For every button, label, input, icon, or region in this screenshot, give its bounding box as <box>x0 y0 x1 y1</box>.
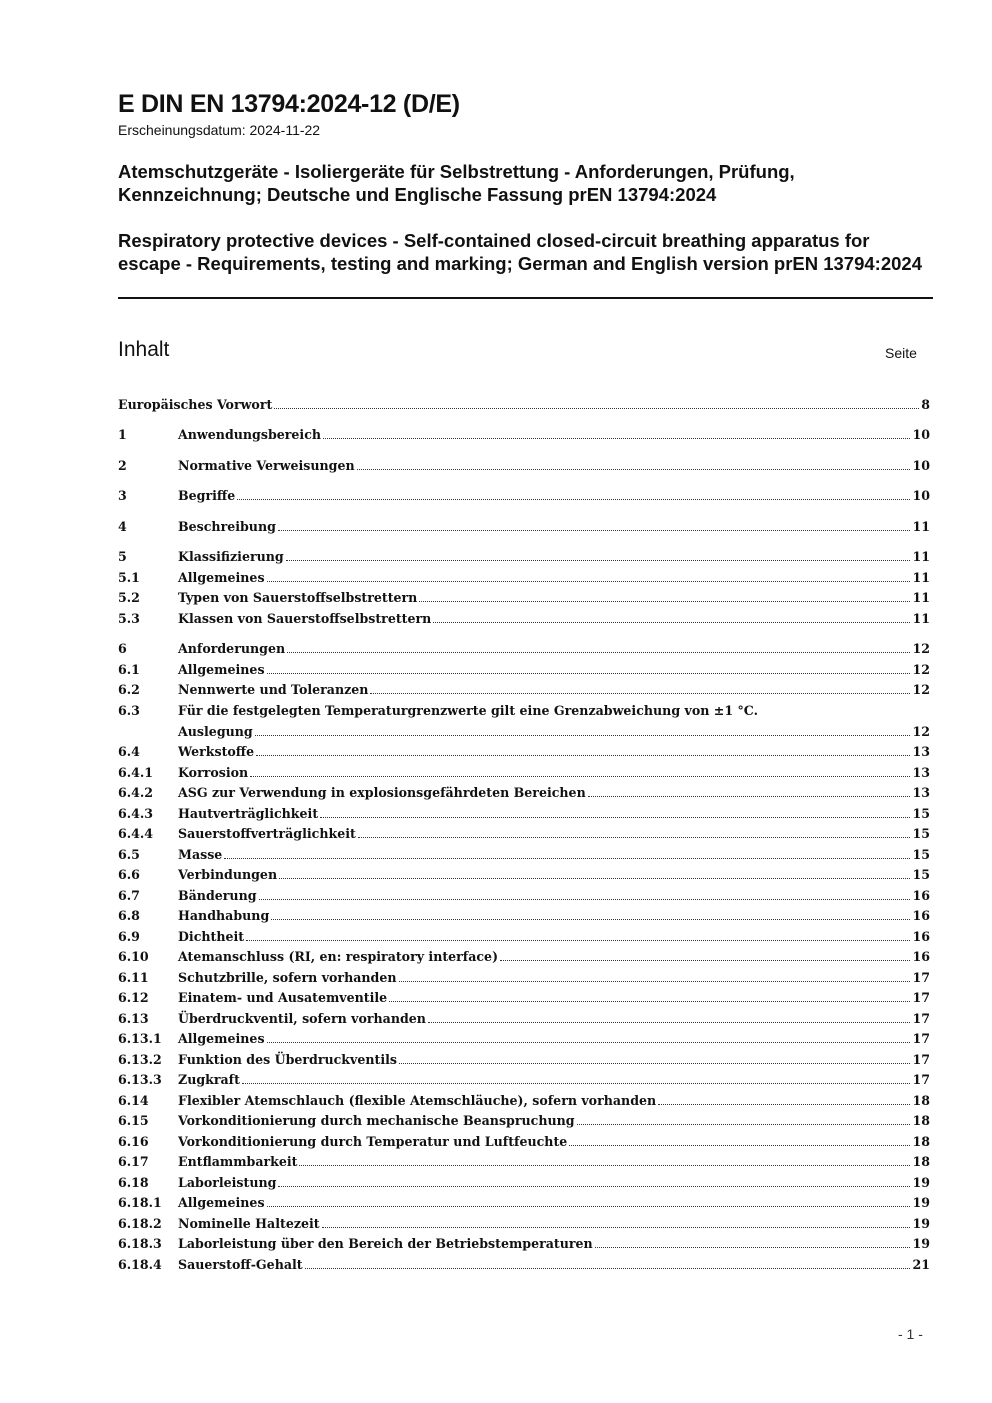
leader-dots <box>305 1255 911 1269</box>
toc-entry[interactable] <box>118 568 930 588</box>
toc-entry[interactable] <box>118 906 930 926</box>
leader-dots <box>271 906 910 920</box>
toc-entry-title: Funktion des Überdruckventils <box>178 1052 397 1067</box>
toc-entry[interactable] <box>118 804 930 824</box>
toc-entry-number: 6.15 <box>118 1113 149 1128</box>
toc-entry-number: 6.6 <box>118 867 140 882</box>
leader-dots <box>433 609 910 623</box>
toc-entry-page: 12 <box>912 724 930 739</box>
toc-entry-title: Anwendungsbereich <box>178 427 322 442</box>
toc-entry-page: 13 <box>912 785 930 800</box>
toc-entry-title: Flexibler Atemschlauch (flexible Atemschläuche), sofern vorhanden <box>178 1093 657 1108</box>
toc-entry-number: 6.7 <box>118 888 140 903</box>
toc-entry-title: Sauerstoffverträglichkeit <box>178 826 356 841</box>
toc-entry-number: 6.9 <box>118 929 140 944</box>
toc-entry[interactable] <box>118 425 930 445</box>
toc-entry[interactable] <box>118 1029 930 1049</box>
toc-entry[interactable] <box>118 639 930 659</box>
toc-entry-page: 12 <box>912 641 930 656</box>
leader-dots <box>500 947 910 961</box>
leader-dots <box>259 886 911 900</box>
toc-entry[interactable] <box>118 1255 930 1275</box>
toc-entry-number: 6.1 <box>118 662 140 677</box>
leader-dots <box>278 517 911 531</box>
toc-entry-title: Verbindungen <box>178 867 278 882</box>
leader-dots <box>357 456 911 470</box>
leader-dots <box>322 1214 911 1228</box>
toc-entry-title: Allgemeines <box>178 662 265 677</box>
toc-entry-page: 19 <box>912 1195 930 1210</box>
leader-dots <box>320 804 910 818</box>
toc-entry-title: ASG zur Verwendung in explosionsgefährdeten Bereichen <box>178 785 586 800</box>
toc-entry-title: Atemanschluss (RI, en: respiratory interface) <box>178 949 499 964</box>
toc-entry[interactable] <box>118 1132 930 1152</box>
toc-entry-number: 6.13.3 <box>118 1072 162 1087</box>
leader-dots <box>658 1091 910 1105</box>
toc-heading: Inhalt <box>118 338 170 361</box>
leader-dots <box>588 783 911 797</box>
toc-entry-page: 10 <box>912 458 930 473</box>
leader-dots <box>246 927 910 941</box>
toc-entry-page: 12 <box>912 662 930 677</box>
toc-entry-number: 6.5 <box>118 847 140 862</box>
toc-entry-title: Bänderung <box>178 888 257 903</box>
toc-entry-number: 5.2 <box>118 590 140 605</box>
leader-dots <box>287 639 910 653</box>
title-english: Respiratory protective devices - Self-contained closed-circuit breathing apparatus for escape - Requirements, testing and marking; German and English version prEN 13794:2024 <box>118 230 922 274</box>
leader-dots <box>399 1050 910 1064</box>
toc-entry-page: 17 <box>912 1072 930 1087</box>
toc-entry-page: 11 <box>912 611 930 626</box>
toc-entry-number: 6.12 <box>118 990 149 1005</box>
toc-entry-page: 18 <box>912 1093 930 1108</box>
toc-entry-page: 10 <box>912 488 930 503</box>
toc-entry[interactable] <box>118 865 930 885</box>
toc-entry-page: 11 <box>912 519 930 534</box>
leader-dots <box>267 1193 911 1207</box>
toc-entry-page: 16 <box>912 929 930 944</box>
toc-entry-page: 19 <box>912 1216 930 1231</box>
toc-entry[interactable] <box>118 824 930 844</box>
toc-entry-number: 6.4.3 <box>118 806 154 821</box>
toc-entry-number: 5.1 <box>118 570 140 585</box>
toc-entry-title: Sauerstoff-Gehalt <box>178 1257 303 1272</box>
toc-entry[interactable] <box>118 517 930 537</box>
toc-entry-page: 18 <box>912 1154 930 1169</box>
toc-entry-title: Zugkraft <box>178 1072 240 1087</box>
toc-entry[interactable] <box>118 1009 930 1029</box>
toc-entry-title: Vorkonditionierung durch Temperatur und Luftfeuchte <box>178 1134 568 1149</box>
toc-entry[interactable] <box>118 1111 930 1131</box>
toc-entry[interactable] <box>118 1193 930 1213</box>
toc-entry-page: 13 <box>912 744 930 759</box>
toc-entry[interactable] <box>118 1173 930 1193</box>
leader-dots <box>267 1029 911 1043</box>
toc-entry-title: Entflammbarkeit <box>178 1154 298 1169</box>
toc-entry-page: 16 <box>912 949 930 964</box>
toc-entry-title: Begriffe <box>178 488 236 503</box>
leader-dots <box>370 680 910 694</box>
leader-dots <box>389 988 910 1002</box>
toc-entry-number: 6.18 <box>118 1175 149 1190</box>
leader-dots <box>256 742 910 756</box>
leader-dots <box>428 1009 911 1023</box>
toc-entry[interactable] <box>118 845 930 865</box>
leader-dots <box>250 763 910 777</box>
page-number: - 1 - <box>898 1326 923 1342</box>
toc-entry-page: 15 <box>912 867 930 882</box>
leader-dots <box>274 395 919 409</box>
toc-entry-page: 16 <box>912 908 930 923</box>
toc-entry[interactable] <box>118 609 930 629</box>
toc-entry-page: 19 <box>912 1175 930 1190</box>
toc-entry-page: 11 <box>912 590 930 605</box>
toc-entry-number: 1 <box>118 427 127 442</box>
toc-entry[interactable] <box>118 968 930 988</box>
toc-entry-title: Klassen von Sauerstoffselbstrettern <box>178 611 432 626</box>
toc-entry-title: Nennwerte und Toleranzen <box>178 682 369 697</box>
toc-entry-title: Allgemeines <box>178 570 265 585</box>
toc-entry-number: 6.16 <box>118 1134 149 1149</box>
leader-dots <box>577 1111 911 1125</box>
toc-entry-title: Korrosion <box>178 765 249 780</box>
header-divider <box>118 297 933 299</box>
toc-entry[interactable] <box>118 783 930 803</box>
toc-entry-number: 6.18.3 <box>118 1236 162 1251</box>
toc-entry-page: 15 <box>912 847 930 862</box>
toc-entry[interactable] <box>118 1050 930 1070</box>
toc-entry[interactable] <box>118 947 930 967</box>
leader-dots <box>242 1070 911 1084</box>
toc-entry-number: 3 <box>118 488 127 503</box>
toc-entry-number: 6.4 <box>118 744 140 759</box>
toc-entry-title: Allgemeines <box>178 1195 265 1210</box>
toc-entry-title: Hautverträglichkeit <box>178 806 319 821</box>
toc-entry-page: 11 <box>912 549 930 564</box>
toc-entry-two-line[interactable] <box>118 701 930 742</box>
toc-entry-title: Schutzbrille, sofern vorhanden <box>178 970 397 985</box>
toc-entry-number: 6.4.1 <box>118 765 154 780</box>
toc-entry-number: 6.11 <box>118 970 149 985</box>
leader-dots <box>279 865 910 879</box>
toc-entry-number: 6.13.1 <box>118 1031 162 1046</box>
toc-entry-page: 18 <box>912 1134 930 1149</box>
toc-entry-title: Nominelle Haltezeit <box>178 1216 320 1231</box>
leader-dots <box>224 845 910 859</box>
toc-entry-page: 8 <box>921 397 930 412</box>
toc-entry-title: Anforderungen <box>178 641 286 656</box>
toc-entry-title: Vorkonditionierung durch mechanische Beanspruchung <box>178 1113 575 1128</box>
toc-entry[interactable] <box>118 927 930 947</box>
toc-entry-page: 19 <box>912 1236 930 1251</box>
toc-entry-page: 15 <box>912 806 930 821</box>
toc-entry-title: Normative Verweisungen <box>178 458 355 473</box>
toc-entry-number: 2 <box>118 458 127 473</box>
toc-entry-title: Laborleistung über den Bereich der Betriebstemperaturen <box>178 1236 593 1251</box>
document-id: E DIN EN 13794:2024-12 (D/E) <box>118 90 460 118</box>
toc-entry-title: Dichtheit <box>178 929 245 944</box>
publication-date: Erscheinungsdatum: 2024-11-22 <box>118 122 321 138</box>
toc-entry-page: 17 <box>912 1052 930 1067</box>
toc-entry-page: 17 <box>912 1031 930 1046</box>
toc-entry-number: 5 <box>118 549 127 564</box>
toc-entry-title: Klassifizierung <box>178 549 284 564</box>
toc-entry-title: Handhabung <box>178 908 270 923</box>
toc-entry-number: 6.18.1 <box>118 1195 162 1210</box>
toc-entry-number: 6.3 <box>118 703 140 718</box>
toc-entry-number: 6.4.4 <box>118 826 154 841</box>
toc-entry-page: 10 <box>912 427 930 442</box>
leader-dots <box>299 1152 910 1166</box>
toc-entry[interactable] <box>118 660 930 680</box>
toc-entry[interactable] <box>118 1214 930 1234</box>
toc-entry-title-line2: Auslegung <box>178 724 253 739</box>
toc-entry[interactable] <box>118 680 930 700</box>
toc-entry-title: Werkstoffe <box>178 744 255 759</box>
toc-entry[interactable] <box>118 1234 930 1254</box>
toc-entry-title: Europäisches Vorwort <box>118 397 273 412</box>
toc-entry-title: Laborleistung <box>178 1175 277 1190</box>
toc-entry-page: 17 <box>912 990 930 1005</box>
toc-entry-number: 6 <box>118 641 127 656</box>
leader-dots <box>595 1234 911 1248</box>
toc-entry-page: 16 <box>912 888 930 903</box>
leader-dots <box>267 660 911 674</box>
toc-entry[interactable] <box>118 763 930 783</box>
toc-entry[interactable] <box>118 742 930 762</box>
leader-dots <box>358 824 911 838</box>
leader-dots <box>267 568 911 582</box>
leader-dots <box>399 968 911 982</box>
toc-entry-number: 6.8 <box>118 908 140 923</box>
toc-entry-number: 6.14 <box>118 1093 149 1108</box>
toc-entry[interactable] <box>118 486 930 506</box>
leader-dots <box>569 1132 910 1146</box>
toc-entry-title: Einatem- und Ausatemventile <box>178 990 388 1005</box>
title-german: Atemschutzgeräte - Isoliergeräte für Selbstrettung - Anforderungen, Prüfung, Kennzeichnung; Deutsche und Englische Fassung prEN 13794:2024 <box>118 161 795 205</box>
toc-entry[interactable] <box>118 1152 930 1172</box>
toc-entry-title: Beschreibung <box>178 519 276 534</box>
toc-entry-page: 15 <box>912 826 930 841</box>
leader-dots <box>286 547 911 561</box>
toc-page-column-label: Seite <box>885 345 917 361</box>
toc-entry-page: 17 <box>912 1011 930 1026</box>
toc-entry-title: Masse <box>178 847 223 862</box>
toc-entry-title: Allgemeines <box>178 1031 265 1046</box>
toc-entry-page: 11 <box>912 570 930 585</box>
toc-entry-page: 21 <box>912 1257 930 1272</box>
leader-dots <box>278 1173 910 1187</box>
leader-dots <box>255 722 911 736</box>
leader-dots <box>419 588 910 602</box>
leader-dots <box>323 425 910 439</box>
toc-entry-number: 6.13 <box>118 1011 149 1026</box>
toc-entry[interactable] <box>118 1070 930 1090</box>
toc-entry-number: 5.3 <box>118 611 140 626</box>
toc-entry[interactable] <box>118 886 930 906</box>
toc-entry-number: 6.17 <box>118 1154 149 1169</box>
toc-entry[interactable] <box>118 588 930 608</box>
leader-dots <box>237 486 910 500</box>
toc-entry-number: 6.4.2 <box>118 785 154 800</box>
toc-entry-page: 13 <box>912 765 930 780</box>
toc-entry-page: 17 <box>912 970 930 985</box>
toc-entry-number: 6.13.2 <box>118 1052 162 1067</box>
toc-entry-number: 4 <box>118 519 127 534</box>
toc-entry-title: Überdruckventil, sofern vorhanden <box>178 1011 426 1026</box>
toc-entry-number: 6.18.4 <box>118 1257 162 1272</box>
toc-entry-title-line1: Für die festgelegten Temperaturgrenzwerte gilt eine Grenzabweichung von ±1 °C. <box>178 703 758 718</box>
toc-entry[interactable] <box>118 1091 930 1111</box>
toc-entry-page: 18 <box>912 1113 930 1128</box>
toc-entry-number: 6.18.2 <box>118 1216 162 1231</box>
toc-entry-number: 6.2 <box>118 682 140 697</box>
toc-entry-foreword[interactable] <box>118 395 930 415</box>
toc-entry[interactable] <box>118 547 930 567</box>
toc-entry-page: 12 <box>912 682 930 697</box>
toc-entry-title: Typen von Sauerstoffselbstrettern <box>178 590 418 605</box>
toc-entry-number: 6.10 <box>118 949 149 964</box>
toc-entry[interactable] <box>118 988 930 1008</box>
toc-entry[interactable] <box>118 456 930 476</box>
